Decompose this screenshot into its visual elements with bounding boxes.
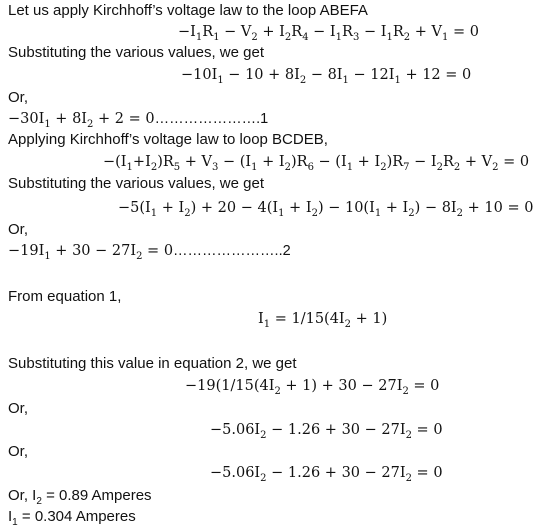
equation-simplified-1: $-5.06I_2 - 1.26 + 30 - 27I_2 = 0$ xyxy=(210,422,443,441)
result-i2: Or, $I_2 = 0.89$ Amperes xyxy=(8,487,152,507)
equation-simplified-2: $-5.06I_2 - 1.26 + 30 - 27I_2 = 0$ xyxy=(210,465,443,484)
from-equation-1-line: From equation 1, xyxy=(8,288,122,305)
equation-i1-expression: $I_1 = 1/15(4I_2 + 1)$ xyxy=(258,311,388,330)
equation-substituted-abefa: $-10I_1 - 10 + 8I_2 - 8I_1 - 12I_1 + 12 = 0$ xyxy=(181,67,472,86)
equation-2: $-19I_1 + 30 - 27I_2$ = 0…………………..2 xyxy=(8,243,291,262)
equation-1: $-30I_1 + 8I_2 + 2$ = 0………………….1 xyxy=(8,111,269,130)
intro-line-loop-abefa: Let us apply Kirchhoff’s voltage law to the loop ABEFA xyxy=(8,2,368,19)
or-line-3: Or, xyxy=(8,400,29,417)
or-line-2: Or, xyxy=(8,221,29,238)
equation-substituted-bcdeb: $-5(I_1 + I_2) + 20 - 4(I_1 + I_2) - 10(I_1 + I_2) - 8I_2 + 10 = 0$ xyxy=(118,200,534,219)
substituting-line-2: Substituting the various values, we get xyxy=(8,175,264,192)
intro-line-loop-bcdeb: Applying Kirchhoff’s voltage law to loop BCDEB, xyxy=(8,131,328,148)
substituting-line-3: Substituting this value in equation 2, we get xyxy=(8,355,297,372)
or-line-1: Or, xyxy=(8,89,29,106)
equation-kvl-abefa: $-I_1R_1 - V_2 + I_2R_4 - I_1R_3 - I_1R_2 + V_1 = 0$ xyxy=(178,24,479,43)
equation-kvl-bcdeb: $-(I_1+I_2)R_5 + V_3 - (I_1 + I_2)R_6 - (I_1 + I_2)R_7 - I_2R_2 + V_2 = 0$ xyxy=(103,154,530,173)
substituting-line-1: Substituting the various values, we get xyxy=(8,44,264,61)
result-i1: $I_1 = 0.304$ Amperes xyxy=(8,508,136,528)
equation-substituted-2: $-19(1/15(4I_2 + 1) + 30 - 27I_2 = 0$ xyxy=(185,378,440,397)
or-line-4: Or, xyxy=(8,443,29,460)
